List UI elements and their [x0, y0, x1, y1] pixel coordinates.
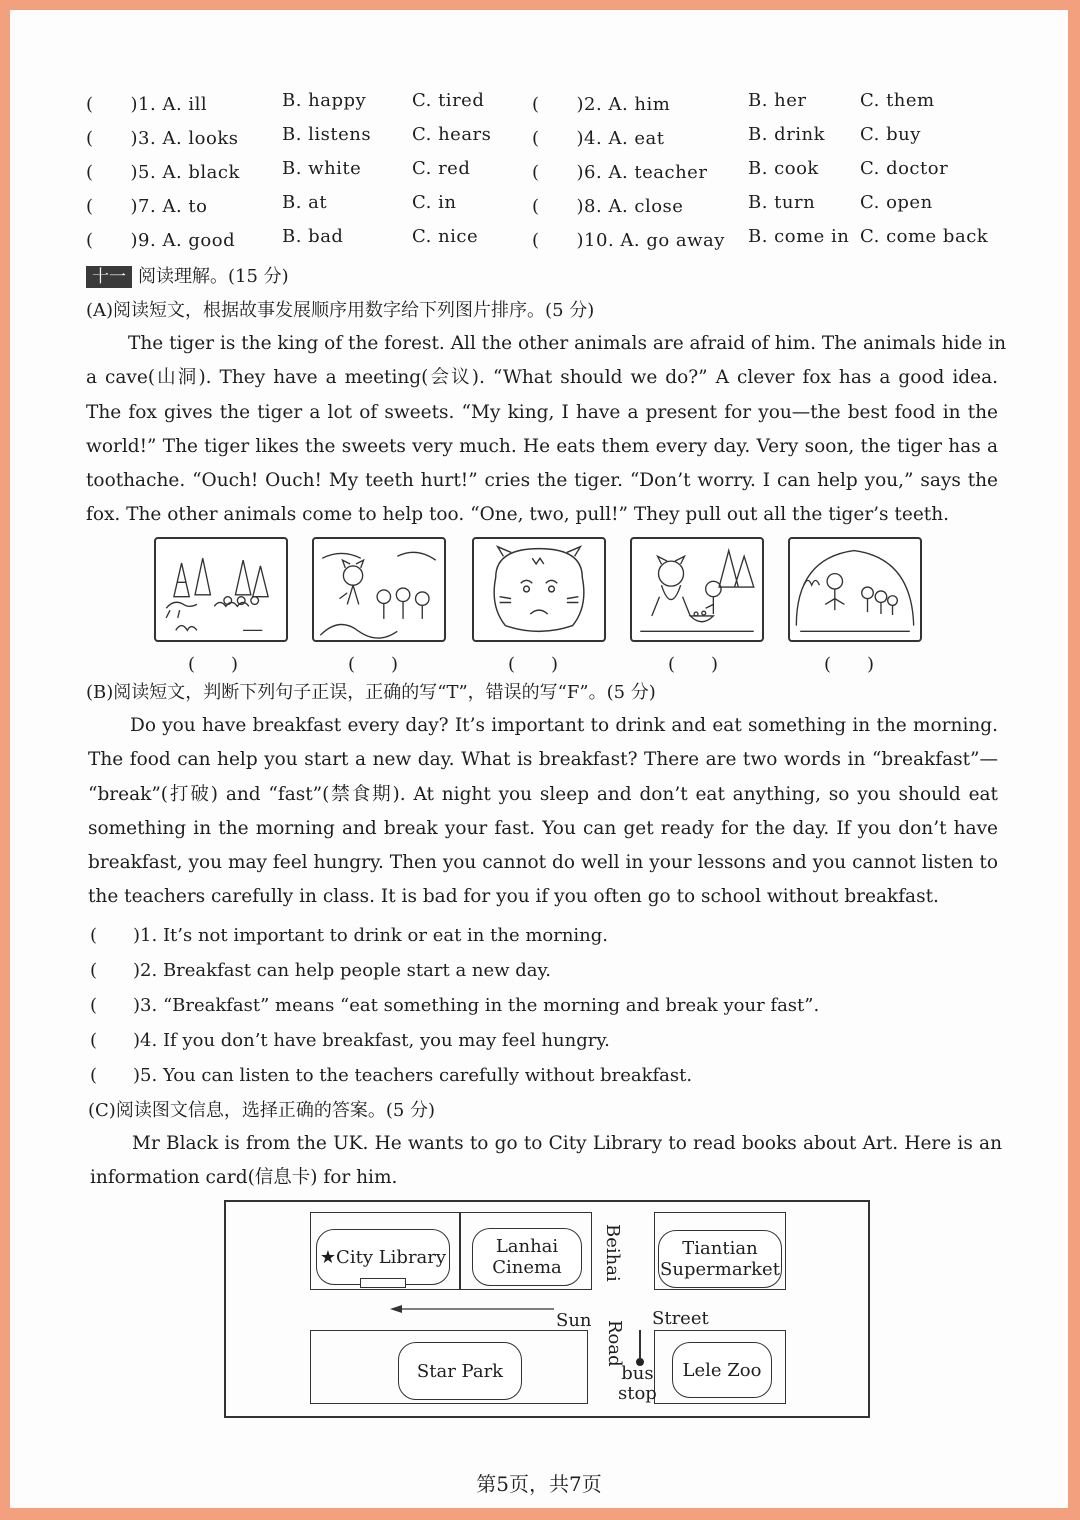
choice-question-4[interactable]: ( )4. A. eat — [532, 128, 665, 149]
passage-line: a cave(山洞). They have a meeting(会议). “What should we do?” A clever fox has a good idea. — [86, 367, 998, 389]
supermarket-name-line-1: Tiantian — [682, 1238, 758, 1259]
statement-5[interactable]: ( )5. You can listen to the teachers carefully without breakfast. — [90, 1065, 693, 1086]
story-picture-3 — [472, 537, 606, 642]
bus-stop-line-1: bus — [621, 1363, 654, 1384]
choice-option-6-b: B. cook — [748, 158, 819, 179]
choice-option-1-b: B. happy — [282, 90, 367, 111]
passage-line: “break”(打破) and “fast”(禁食期). At night you sleep and don’t eat anything, so you should eat — [88, 783, 998, 805]
choice-option-6-c: C. doctor — [860, 158, 949, 179]
story-picture-4 — [630, 537, 764, 642]
choice-option-7-c: C. in — [412, 192, 457, 213]
exam-page — [10, 10, 1068, 1508]
choice-question-1[interactable]: ( )1. A. ill — [86, 94, 208, 115]
page-footer: 第5页，共7页 — [476, 1472, 602, 1496]
choice-question-2[interactable]: ( )2. A. him — [532, 94, 671, 115]
beihai-road-label: Beihai — [602, 1224, 623, 1282]
picture-answer-blank-1[interactable]: ( ) — [188, 654, 239, 675]
story-picture-5 — [788, 537, 922, 642]
passage-line: Mr Black is from the UK. He wants to go to City Library to read books about Art. Here is an — [132, 1133, 1002, 1154]
picture-answer-blank-2[interactable]: ( ) — [348, 654, 399, 675]
choice-question-5[interactable]: ( )5. A. black — [86, 162, 240, 183]
library-entrance — [360, 1278, 406, 1288]
choice-question-9[interactable]: ( )9. A. good — [86, 230, 236, 251]
story-picture-2 — [312, 537, 446, 642]
choice-question-10[interactable]: ( )10. A. go away — [532, 230, 725, 251]
supermarket-name-line-2: Supermarket — [660, 1259, 780, 1280]
passage-line: information card(信息卡) for him. — [90, 1167, 398, 1189]
passage-line: fox. The other animals come to help too. “One, two, pull!” They pull out all the tiger’s teeth. — [86, 504, 949, 526]
cinema-name-line-2: Cinema — [492, 1257, 562, 1278]
choice-option-7-b: B. at — [282, 192, 328, 213]
passage-line: world!” The tiger likes the sweets very much. He eats them every day. Very soon, the tiger has a — [86, 435, 998, 457]
lanhai-cinema-label — [472, 1228, 582, 1286]
choice-option-5-c: C. red — [412, 158, 471, 179]
part-c-heading: (C)阅读图文信息，选择正确的答案。(5 分) — [88, 1100, 436, 1121]
choice-question-6[interactable]: ( )6. A. teacher — [532, 162, 708, 183]
fox-and-animals-illustration — [314, 539, 444, 640]
choice-option-5-b: B. white — [282, 158, 362, 179]
lele-zoo-label: Lele Zoo — [672, 1342, 772, 1398]
choice-option-2-b: B. her — [748, 90, 807, 111]
choice-option-9-c: C. nice — [412, 226, 479, 247]
statement-3[interactable]: ( )3. “Breakfast” means “eat something in the morning and break your fast”. — [90, 995, 820, 1016]
part-a-heading: (A)阅读短文，根据故事发展顺序用数字给下列图片排序。(5 分) — [86, 300, 595, 321]
story-picture-1 — [154, 537, 288, 642]
choice-option-2-c: C. them — [860, 90, 935, 111]
picture-answer-blank-5[interactable]: ( ) — [824, 654, 875, 675]
bus-stop-line-2: stop — [618, 1383, 657, 1404]
passage-line: Do you have breakfast every day? It’s important to drink and eat something in the morning. — [130, 715, 998, 736]
section-badge: 十一 — [86, 266, 132, 288]
part-b-passage — [88, 709, 998, 915]
passage-line: toothache. “Ouch! Ouch! My teeth hurt!” cries the tiger. “Don’t worry. I can help you,” says the — [86, 470, 998, 492]
passage-line: The tiger is the king of the forest. All the other animals are afraid of him. The animals hide in — [128, 333, 1007, 354]
beihai-road-label-2: Road — [604, 1320, 625, 1367]
passage-line: breakfast, you may feel hungry. Then you cannot do well in your lessons and you cannot listen to — [88, 852, 998, 874]
part-a-passage — [86, 327, 1007, 533]
choice-question-3[interactable]: ( )3. A. looks — [86, 128, 239, 149]
part-b-heading: (B)阅读短文，判断下列句子正误，正确的写“T”，错误的写“F”。(5 分) — [86, 682, 656, 703]
direction-arrow-icon — [386, 1302, 556, 1316]
choice-question-8[interactable]: ( )8. A. close — [532, 196, 684, 217]
choice-option-8-c: C. open — [860, 192, 933, 213]
tiantian-supermarket-label — [658, 1230, 782, 1288]
sun-street-label-2: Street — [652, 1308, 709, 1329]
choice-option-4-b: B. drink — [748, 124, 826, 145]
choice-option-10-c: C. come back — [860, 226, 989, 247]
passage-line: The food can help you start a new day. What is breakfast? There are two words in “breakfast”— — [88, 749, 998, 771]
choice-option-3-c: C. hears — [412, 124, 492, 145]
animals-in-cave-illustration — [790, 539, 920, 640]
statement-4[interactable]: ( )4. If you don’t have breakfast, you may feel hungry. — [90, 1030, 610, 1051]
city-map — [224, 1200, 870, 1418]
choice-option-8-b: B. turn — [748, 192, 816, 213]
choice-option-1-c: C. tired — [412, 90, 485, 111]
city-library-label: ★City Library — [316, 1229, 450, 1285]
picture-answer-blank-3[interactable]: ( ) — [508, 654, 559, 675]
bus-stop-label — [618, 1364, 657, 1404]
forest-animals-illustration — [156, 539, 286, 640]
picture-answer-blank-4[interactable]: ( ) — [668, 654, 719, 675]
statement-1[interactable]: ( )1. It’s not important to drink or eat in the morning. — [90, 925, 609, 946]
choice-option-9-b: B. bad — [282, 226, 344, 247]
tiger-eating-sweets-illustration — [632, 539, 762, 640]
crying-tiger-illustration — [474, 539, 604, 640]
part-c-passage — [90, 1127, 1002, 1196]
passage-line: something in the morning and break your fast. You can get ready for the day. If you don’t have — [88, 817, 998, 839]
choice-option-3-b: B. listens — [282, 124, 372, 145]
section-header — [86, 262, 289, 288]
choice-option-10-b: B. come in — [748, 226, 850, 247]
section-title: 阅读理解。(15 分) — [138, 266, 289, 287]
bus-stop-pole — [639, 1330, 641, 1360]
choice-question-7[interactable]: ( )7. A. to — [86, 196, 208, 217]
passage-line: the teachers carefully in class. It is bad for you if you often go to school without breakfast. — [88, 886, 939, 908]
statement-2[interactable]: ( )2. Breakfast can help people start a new day. — [90, 960, 552, 981]
star-park-label: Star Park — [398, 1342, 522, 1400]
cinema-name-line-1: Lanhai — [495, 1236, 559, 1257]
sun-street-label-1: Sun — [556, 1310, 592, 1331]
passage-line: The fox gives the tiger a lot of sweets. “My king, I have a present for you—the best food in the — [86, 401, 998, 423]
choice-option-4-c: C. buy — [860, 124, 921, 145]
